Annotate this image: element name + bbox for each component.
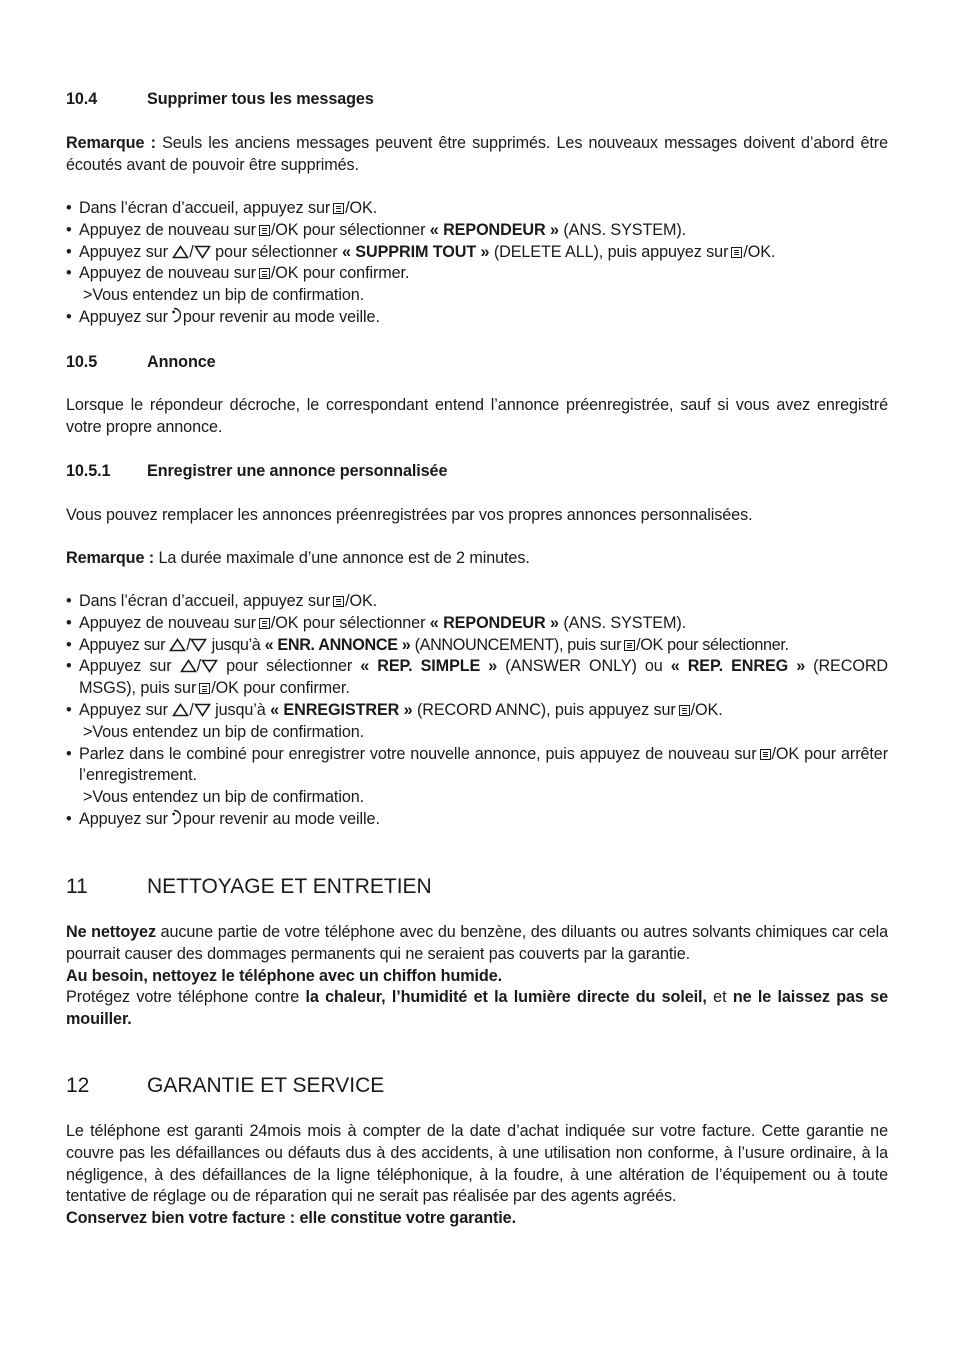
section-10-5-1-note: Remarque : La durée maximale d’une annonce est de 2 minutes. [66, 549, 530, 567]
end-call-icon [171, 809, 181, 825]
down-arrow-icon [194, 245, 211, 259]
list-item: • Appuyez sur pour revenir au mode veille. [66, 307, 888, 329]
menu-ok-key-icon [259, 618, 270, 629]
list-item: • Dans l’écran d’accueil, appuyez sur /OK. [66, 198, 888, 220]
confirmation-note: >Vous entendez un bip de confirmation. [83, 788, 365, 807]
list-item: • Appuyez sur pour revenir au mode veille. [66, 809, 888, 831]
down-arrow-icon [201, 659, 218, 673]
menu-ok-key-icon [333, 203, 344, 214]
section-10-4-heading: 10.4 Supprimer tous les messages [66, 90, 374, 108]
paragraph: Au besoin, nettoyez le téléphone avec un chiffon humide. [66, 966, 503, 985]
section-12-heading: 12 GARANTIE ET SERVICE [66, 1074, 385, 1097]
section-11-text [66, 922, 888, 1031]
confirmation-note: >Vous entendez un bip de confirmation. [83, 286, 365, 305]
list-item: • Dans l’écran d’accueil, appuyez sur /OK. [66, 591, 888, 613]
down-arrow-icon [190, 638, 207, 652]
paragraph: Le téléphone est garanti 24mois mois à compter de la date d’achat indiquée sur votre facture. Cette garantie ne couvre pas les défaillances ou défauts dus à des accidents, à une utilisation non conforme, à l’usure ordinaire, à la négligence, à des défaillances de la ligne téléphonique, à la foudre, à une altération de l’équipement ou à toute tentative de réglage ou de réparation qui ne serait pas réalisée par des agents agréés. [66, 1122, 888, 1206]
menu-ok-key-icon [259, 225, 270, 236]
section-10-5-1-steps [66, 591, 888, 831]
up-arrow-icon [180, 659, 197, 673]
paragraph: Protégez votre téléphone contre la chaleur, l’humidité et la lumière directe du soleil, et ne le laissez pas se mouiller. [66, 988, 888, 1029]
up-arrow-icon [172, 703, 189, 717]
menu-ok-key-icon [679, 705, 690, 716]
menu-ok-key-icon [624, 640, 635, 651]
confirmation-note: >Vous entendez un bip de confirmation. [83, 722, 365, 741]
paragraph: Conservez bien votre facture : elle constitue votre garantie. [66, 1209, 516, 1228]
menu-ok-key-icon [199, 683, 210, 694]
section-10-4-steps [66, 198, 888, 329]
list-item: • Appuyez sur / jusqu’à « ENREGISTRER » (RECORD ANNC), puis appuyez sur /OK. [66, 700, 888, 722]
down-arrow-icon [194, 703, 211, 717]
list-item: • Appuyez de nouveau sur /OK pour confirmer. [66, 263, 888, 285]
menu-ok-key-icon [333, 596, 344, 607]
menu-ok-key-icon [731, 247, 742, 258]
section-10-5-1-heading: 10.5.1 Enregistrer une annonce personnalisée [66, 462, 448, 480]
paragraph: Ne nettoyez aucune partie de votre téléphone avec du benzène, des diluants ou autres solvants chimiques car cela pourrait causer des dommages permanents qui ne seraient pas couverts par la garantie. [66, 923, 888, 963]
up-arrow-icon [169, 638, 186, 652]
menu-ok-key-icon [259, 268, 270, 279]
list-item: • Appuyez sur / pour sélectionner « SUPPRIM TOUT » (DELETE ALL), puis appuyez sur /OK. [66, 242, 888, 264]
section-10-4-note: Remarque : Seuls les anciens messages peuvent être supprimés. Les nouveaux messages doivent d’abord être écoutés avant de pouvoir être supprimés. [66, 134, 888, 174]
section-11-heading: 11 NETTOYAGE ET ENTRETIEN [66, 875, 432, 898]
list-item: • Appuyez sur / jusqu’à « ENR. ANNONCE » (ANNOUNCEMENT), puis sur /OK pour sélectionner. [66, 635, 888, 657]
section-10-5-heading: 10.5 Annonce [66, 353, 216, 371]
menu-ok-key-icon [760, 749, 771, 760]
list-item: • Parlez dans le combiné pour enregistrer votre nouvelle annonce, puis appuyez de nouveau sur /OK pour arrêter l’enregistrement. [66, 744, 888, 788]
section-12-text [66, 1121, 888, 1230]
list-item: • Appuyez sur / pour sélectionner « REP. SIMPLE » (ANSWER ONLY) ou « REP. ENREG » (RECORD MSGS), puis sur /OK pour confirmer. [66, 656, 888, 700]
list-item: • Appuyez de nouveau sur /OK pour sélectionner « REPONDEUR » (ANS. SYSTEM). [66, 613, 888, 635]
list-item: • Appuyez de nouveau sur /OK pour sélectionner « REPONDEUR » (ANS. SYSTEM). [66, 220, 888, 242]
section-10-5-text: Lorsque le répondeur décroche, le correspondant entend l’annonce préenregistrée, sauf si vous avez enregistré votre propre annonce. [66, 396, 888, 436]
up-arrow-icon [172, 245, 189, 259]
section-10-5-1-text: Vous pouvez remplacer les annonces préenregistrées par vos propres annonces personnalisées. [66, 506, 753, 524]
end-call-icon [171, 307, 181, 323]
